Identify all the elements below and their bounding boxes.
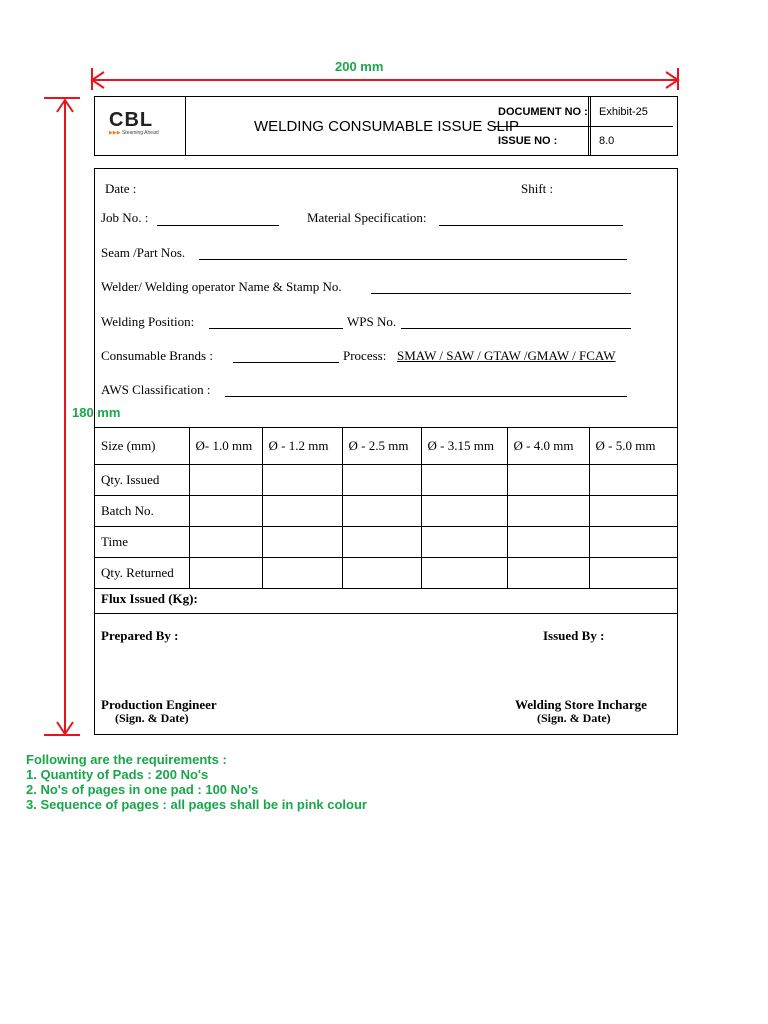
table-row [95,527,677,558]
table-cell[interactable] [589,527,677,558]
logo-tagline: Steaming Ahead [121,130,159,136]
table-cell[interactable] [421,558,507,589]
row-label: Qty. Returned [95,558,189,589]
table-cell[interactable] [589,465,677,496]
table-cell[interactable] [342,465,421,496]
size-2-header: Ø - 1.2 mm [262,428,342,465]
table-cell[interactable] [262,465,342,496]
requirements-heading: Following are the requirements : [26,752,227,767]
document-no-label: DOCUMENT NO : [493,97,591,126]
seam-label: Seam /Part Nos. [101,245,186,260]
welder-label: Welder/ Welding operator Name & Stamp No. [101,279,342,294]
size-4-header: Ø - 3.15 mm [421,428,507,465]
process-label: Process: [343,348,387,363]
table-row [95,558,677,589]
document-header [94,96,678,156]
size-1-header: Ø- 1.0 mm [189,428,262,465]
aws-field[interactable] [225,396,627,397]
welding-position-label: Welding Position: [101,314,195,329]
document-no-row [493,97,673,127]
consumable-brands-label: Consumable Brands : [101,348,213,363]
process-options: SMAW / SAW / GTAW /GMAW / FCAW [397,348,616,363]
height-dimension-label: 180 mm [72,405,121,420]
material-spec-field[interactable] [439,225,623,226]
requirement-item: 2. No's of pages in one pad : 100 No's [26,782,259,797]
table-row [95,496,677,527]
table-cell[interactable] [507,558,589,589]
consumable-table [95,427,677,589]
table-cell[interactable] [189,558,262,589]
table-cell[interactable] [507,465,589,496]
size-5-header: Ø - 4.0 mm [507,428,589,465]
table-cell[interactable] [507,527,589,558]
table-cell[interactable] [589,558,677,589]
table-cell[interactable] [421,527,507,558]
store-sign-label: (Sign. & Date) [537,711,611,725]
size-6-header: Ø - 5.0 mm [589,428,677,465]
document-meta [493,97,677,155]
issue-no-value: 8.0 [599,134,615,147]
row-label: Time [95,527,189,558]
aws-label: AWS Classification : [101,382,211,397]
table-cell[interactable] [189,465,262,496]
table-cell[interactable] [189,527,262,558]
requirement-item: 3. Sequence of pages : all pages shall be in pink colour [26,797,367,812]
material-spec-label: Material Specification: [307,210,427,225]
requirement-item: 1. Quantity of Pads : 200 No's [26,767,209,782]
requirements-block [26,752,367,812]
welding-position-field[interactable] [209,328,343,329]
table-cell[interactable] [262,496,342,527]
table-cell[interactable] [342,496,421,527]
issued-by-label: Issued By : [543,628,605,643]
document-no-value: Exhibit-25 [599,105,648,118]
production-engineer-label: Production Engineer [101,697,217,712]
table-cell[interactable] [342,558,421,589]
logo-cell [95,97,186,155]
row-label: Qty. Issued [95,465,189,496]
job-no-label: Job No. : [101,210,149,225]
seam-field[interactable] [199,259,627,260]
wps-field[interactable] [401,328,631,329]
table-header-row [95,428,677,465]
width-dimension-label: 200 mm [335,59,384,74]
table-cell[interactable] [421,465,507,496]
table-cell[interactable] [262,558,342,589]
date-label: Date : [105,181,137,196]
table-cell[interactable] [342,527,421,558]
flux-issued-label: Flux Issued (Kg): [101,591,198,606]
consumable-brands-field[interactable] [233,362,339,363]
table-cell[interactable] [507,496,589,527]
logo-arrows-icon: ▶▶▶ [109,130,121,136]
issue-no-row [493,126,673,155]
table-cell[interactable] [421,496,507,527]
store-incharge-label: Welding Store Incharge [515,697,647,712]
table-cell[interactable] [189,496,262,527]
wps-label: WPS No. [347,314,397,329]
row-label: Batch No. [95,496,189,527]
flux-issued-row[interactable] [95,585,677,614]
cbl-logo [109,109,173,145]
production-sign-label: (Sign. & Date) [115,711,189,725]
logo-text: CBL [109,109,154,131]
table-row [95,465,677,496]
table-cell[interactable] [589,496,677,527]
issue-slip-form [94,168,678,735]
form-title: WELDING CONSUMABLE ISSUE SLIP [185,97,589,155]
welder-field[interactable] [371,293,631,294]
job-no-field[interactable] [157,225,279,226]
issue-no-label: ISSUE NO : [493,126,591,155]
size-3-header: Ø - 2.5 mm [342,428,421,465]
prepared-by-label: Prepared By : [101,628,179,643]
size-header: Size (mm) [95,428,189,465]
shift-label: Shift : [521,181,554,196]
table-cell[interactable] [262,527,342,558]
